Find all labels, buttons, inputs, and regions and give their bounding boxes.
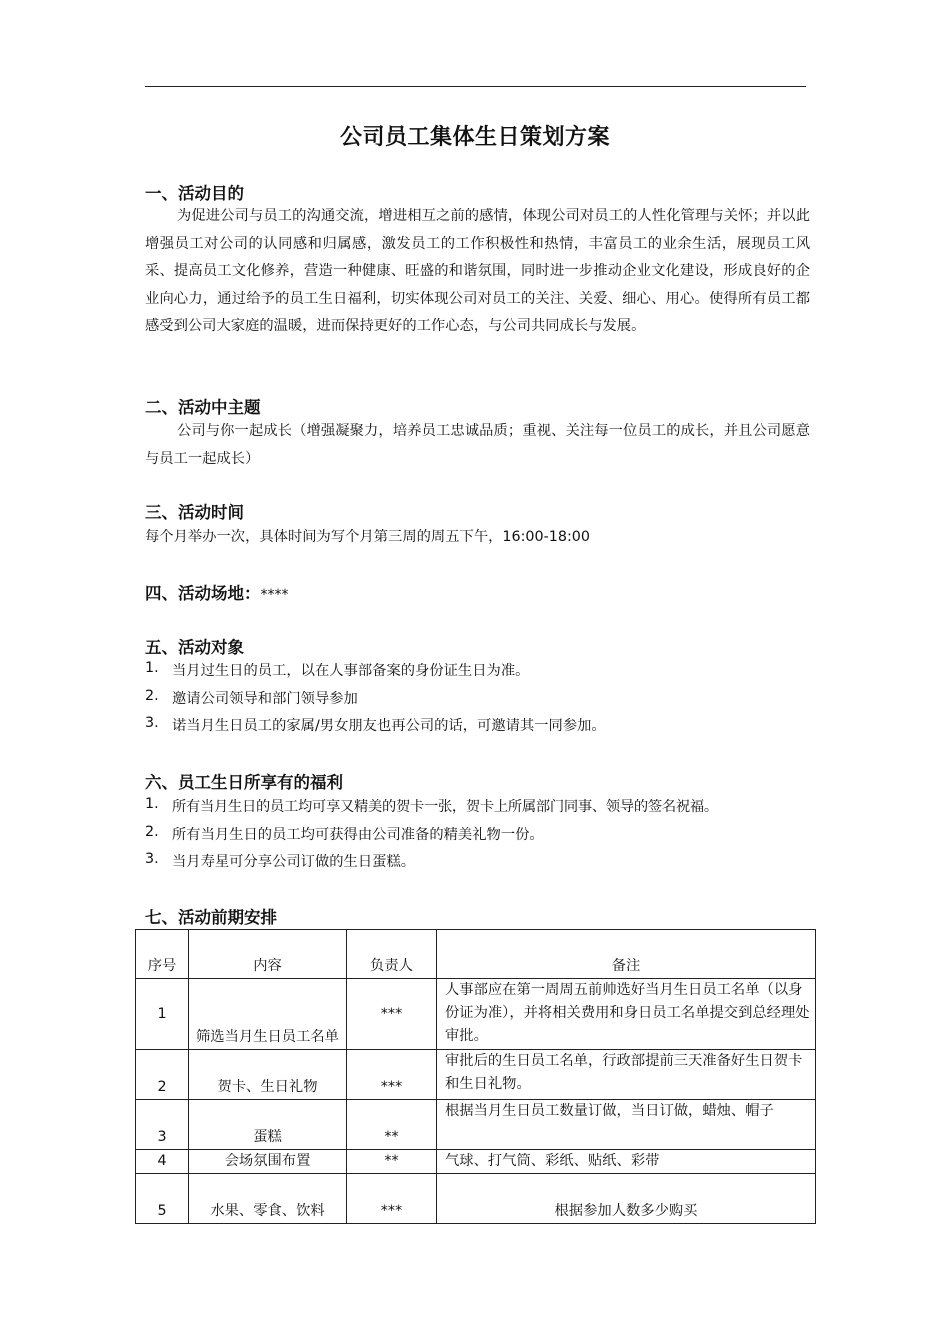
list-number: 2. bbox=[145, 687, 159, 704]
cell-note: 人事部应在第一周周五前帅选好当月生日员工名单（以身份证为准），并将相关费用和身日员工名单提交到总经理处审批。 bbox=[437, 979, 816, 1050]
column-header-content: 内容 bbox=[189, 930, 347, 979]
cell-content: 水果、零食、饮料 bbox=[189, 1174, 347, 1224]
list-text: 当月过生日的员工，以在人事部备案的身份证生日为准。 bbox=[172, 663, 530, 679]
cell-content: 会场氛围布置 bbox=[189, 1150, 347, 1174]
table-header-row bbox=[136, 930, 816, 979]
cell-no: 2 bbox=[136, 1050, 189, 1100]
cell-note: 根据参加人数多少购买 bbox=[437, 1174, 816, 1224]
list-text: 邀请公司领导和部门领导参加 bbox=[172, 690, 358, 707]
cell-owner: *** bbox=[347, 1174, 437, 1224]
cell-note: 审批后的生日员工名单，行政部提前三天准备好生日贺卡和生日礼物。 bbox=[437, 1050, 816, 1100]
list-number: 3. bbox=[145, 715, 159, 731]
arrangement-table bbox=[135, 929, 816, 1224]
cell-owner: *** bbox=[347, 979, 437, 1050]
section-3-body: 每个月举办一次，具体时间为写个月第三周的周五下午，16:00-18:00 bbox=[145, 529, 590, 545]
section-1-body: 为促进公司与员工的沟通交流，增进相互之前的感情，体现公司对员工的人性化管理与关怀；并以此增强员工对公司的认同感和归属感，激发员工的工作积极性和热情，丰富员工的业余生活，展现员工风采、提高员工文化修养，营造一种健康、旺盛的和谐氛围，同时进一步推动企业文化建设，形成良好的企业向心力，通过给予的员工生日福利，切实体现公司对员工的关注、关爱、细心、用心。使得所有员工都感受到公司大家庭的温暖，进而保持更好的工作心态，与公司共同成长与发展。 bbox=[145, 208, 810, 334]
column-header-no: 序号 bbox=[136, 930, 189, 979]
cell-owner: ** bbox=[347, 1100, 437, 1150]
table-row bbox=[136, 1150, 816, 1174]
section-4-venue: **** bbox=[260, 587, 289, 603]
header-rule bbox=[145, 86, 806, 87]
table-row bbox=[136, 1050, 816, 1100]
table-row bbox=[136, 1174, 816, 1224]
list-text: 所有当月生日的员工均可获得由公司准备的精美礼物一份。 bbox=[172, 826, 544, 843]
list-number: 3. bbox=[145, 851, 159, 867]
column-header-note: 备注 bbox=[437, 930, 816, 979]
cell-no: 5 bbox=[136, 1174, 189, 1224]
section-7-heading: 七、活动前期安排 bbox=[145, 908, 277, 927]
section-4-label: 四、活动场地： bbox=[145, 584, 261, 603]
list-text: 诺当月生日员工的家属/男女朋友也再公司的话，可邀请其一同参加。 bbox=[172, 718, 606, 734]
cell-owner: ** bbox=[347, 1150, 437, 1174]
column-header-owner: 负责人 bbox=[347, 930, 437, 979]
cell-note: 根据当月生日员工数量订做，当日订做，蜡烛、帽子 bbox=[437, 1100, 816, 1150]
table-row bbox=[136, 979, 816, 1050]
list-number: 1. bbox=[145, 660, 159, 676]
cell-no: 1 bbox=[136, 979, 189, 1050]
list-text: 所有当月生日的员工均可享又精美的贺卡一张，贺卡上所属部门同事、领导的签名祝福。 bbox=[172, 799, 718, 815]
list-number: 2. bbox=[145, 823, 159, 840]
section-3-heading: 三、活动时间 bbox=[145, 503, 244, 522]
section-2-heading: 二、活动中主题 bbox=[145, 398, 261, 417]
cell-owner: *** bbox=[347, 1050, 437, 1100]
section-2-body: 公司与你一起成长（增强凝聚力，培养员工忠诚品质；重视、关注每一位员工的成长，并且公司愿意与员工一起成长） bbox=[145, 423, 810, 467]
document-title: 公司员工集体生日策划方案 bbox=[339, 125, 610, 150]
section-5-heading: 五、活动对象 bbox=[145, 638, 244, 657]
section-1-heading: 一、活动目的 bbox=[145, 184, 244, 203]
section-4-heading bbox=[145, 580, 289, 604]
section-6-heading: 六、员工生日所享有的福利 bbox=[145, 773, 343, 792]
cell-no: 4 bbox=[136, 1150, 189, 1174]
list-text: 当月寿星可分享公司订做的生日蛋糕。 bbox=[172, 854, 416, 870]
list-number: 1. bbox=[145, 796, 159, 812]
cell-content: 蛋糕 bbox=[189, 1100, 347, 1150]
cell-content: 贺卡、生日礼物 bbox=[189, 1050, 347, 1100]
cell-note: 气球、打气筒、彩纸、贴纸、彩带 bbox=[437, 1150, 816, 1174]
cell-no: 3 bbox=[136, 1100, 189, 1150]
table-row bbox=[136, 1100, 816, 1150]
cell-content: 筛选当月生日员工名单 bbox=[189, 979, 347, 1050]
